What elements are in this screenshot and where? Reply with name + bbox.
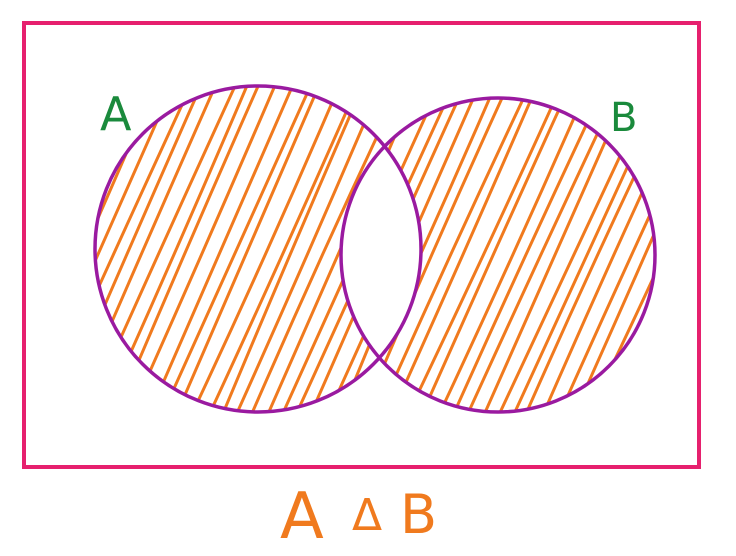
hatch-stroke: [128, 80, 277, 420]
hatch-stroke: [189, 80, 342, 420]
set-b-label: B: [610, 95, 638, 141]
set-a-label: A: [100, 87, 132, 141]
hatch-stroke: [114, 80, 261, 420]
hatch-stroke: [0, 80, 71, 420]
hatch-stroke: [0, 80, 85, 420]
caption-a: A: [280, 480, 324, 554]
hatch-stroke: [160, 80, 313, 420]
caption: [280, 480, 437, 554]
hatch-stroke: [645, 90, 736, 420]
hatch-stroke: [511, 90, 663, 420]
hatch-stroke: [8, 80, 157, 420]
hatch-stroke: [631, 90, 736, 420]
symmetric-difference-symbol: Δ: [352, 490, 383, 541]
hatch-stroke: [207, 80, 361, 420]
hatch-stroke: [0, 80, 99, 420]
hatch-a-only: [0, 80, 579, 420]
hatch-stroke: [586, 90, 736, 420]
hatch-stroke: [675, 90, 736, 420]
hatch-stroke: [220, 80, 365, 420]
caption-b: B: [400, 483, 438, 546]
